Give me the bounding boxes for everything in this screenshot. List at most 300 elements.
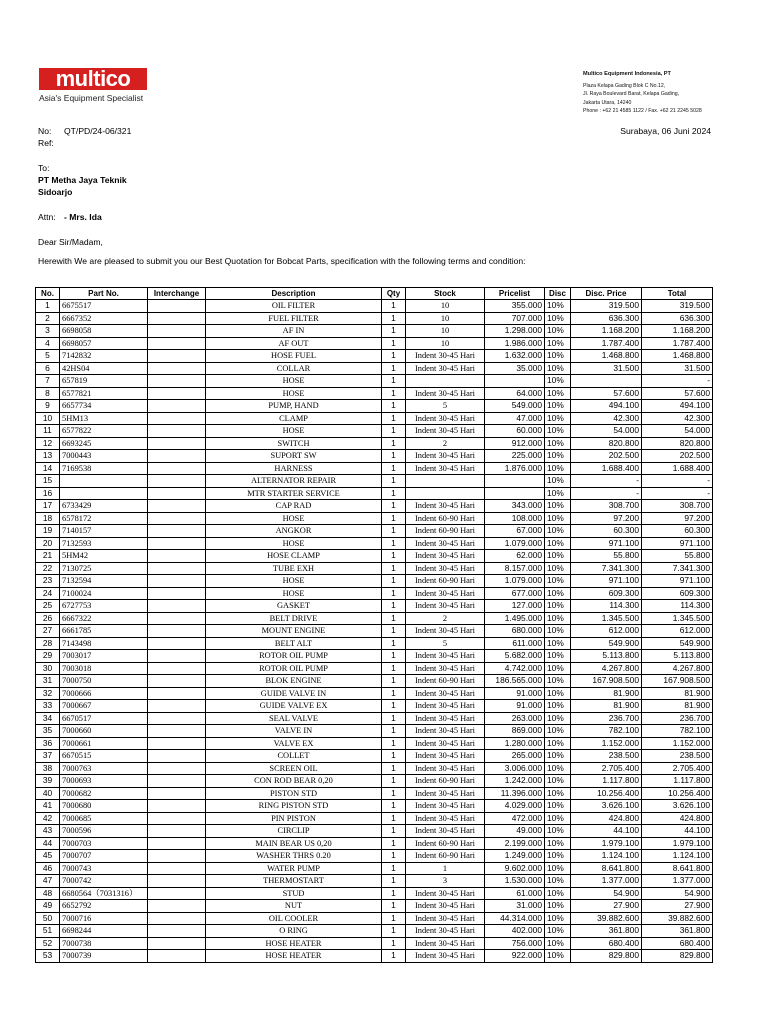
row-number-cell: 30 (36, 662, 60, 675)
pricelist-cell: 5.682.000 (485, 650, 545, 663)
description-cell: HOSE (206, 537, 382, 550)
disc-price-cell: 494.100 (571, 400, 642, 413)
pricelist-cell: 1.280.000 (485, 737, 545, 750)
pricelist-cell: 61.000 (485, 887, 545, 900)
table-row (36, 562, 713, 575)
part-number-cell: 6680564（7031316） (60, 887, 148, 900)
quantity-cell: 1 (382, 812, 406, 825)
stock-cell: Indent 30-45 Hari (406, 562, 485, 575)
interchange-cell (148, 662, 206, 675)
interchange-cell (148, 437, 206, 450)
part-number-cell: 7000685 (60, 812, 148, 825)
disc-price-cell: 1.979.100 (571, 837, 642, 850)
description-cell: WASHER THRS 0.20 (206, 850, 382, 863)
pricelist-cell: 8.157.000 (485, 562, 545, 575)
interchange-cell (148, 912, 206, 925)
part-number-cell: 7000743 (60, 862, 148, 875)
description-cell: CLAMP (206, 412, 382, 425)
total-cell: 1.688.400 (642, 462, 713, 475)
interchange-cell (148, 737, 206, 750)
part-number-cell: 7000738 (60, 937, 148, 950)
quantity-cell: 1 (382, 625, 406, 638)
disc-price-cell: 1.787.400 (571, 337, 642, 350)
pricelist-cell: 1.242.000 (485, 775, 545, 788)
stock-cell: Indent 30-45 Hari (406, 412, 485, 425)
greeting: Dear Sir/Madam, (38, 237, 103, 247)
part-number-cell: 7000667 (60, 700, 148, 713)
interchange-cell (148, 450, 206, 463)
table-row (36, 637, 713, 650)
total-cell: 5.113.800 (642, 650, 713, 663)
stock-cell: Indent 30-45 Hari (406, 912, 485, 925)
interchange-cell (148, 625, 206, 638)
interchange-cell (148, 325, 206, 338)
quantity-cell: 1 (382, 937, 406, 950)
disc-price-cell: 202.500 (571, 450, 642, 463)
description-cell: CAP RAD (206, 500, 382, 513)
quantity-cell: 1 (382, 575, 406, 588)
row-number-cell: 22 (36, 562, 60, 575)
table-row (36, 625, 713, 638)
quantity-cell: 1 (382, 950, 406, 963)
pricelist-cell: 91.000 (485, 687, 545, 700)
total-cell: 55.800 (642, 550, 713, 563)
stock-cell: Indent 30-45 Hari (406, 937, 485, 950)
part-number-cell: 7142832 (60, 350, 148, 363)
discount-cell: 10% (545, 450, 571, 463)
total-cell: 971.100 (642, 537, 713, 550)
ref-label: Ref: (38, 138, 54, 148)
description-cell: THERMOSTART (206, 875, 382, 888)
stock-cell: Indent 30-45 Hari (406, 825, 485, 838)
part-number-cell: 7132594 (60, 575, 148, 588)
disc-price-cell: 1.168.200 (571, 325, 642, 338)
interchange-cell (148, 562, 206, 575)
disc-price-cell: 114.300 (571, 600, 642, 613)
disc-price-cell: 1.345.500 (571, 612, 642, 625)
discount-cell: 10% (545, 825, 571, 838)
pricelist-cell: 127.000 (485, 600, 545, 613)
description-cell: PIN PISTON (206, 812, 382, 825)
interchange-cell (148, 800, 206, 813)
pricelist-cell: 2.199.000 (485, 837, 545, 850)
quantity-cell: 1 (382, 562, 406, 575)
part-number-cell: 7000661 (60, 737, 148, 750)
disc-price-cell: 8.641.800 (571, 862, 642, 875)
table-row (36, 787, 713, 800)
interchange-cell (148, 412, 206, 425)
description-cell: STUD (206, 887, 382, 900)
total-cell: 54.000 (642, 425, 713, 438)
total-cell: 612.000 (642, 625, 713, 638)
pricelist-cell: 60.000 (485, 425, 545, 438)
part-number-cell: 6577822 (60, 425, 148, 438)
part-number-cell: 6698057 (60, 337, 148, 350)
stock-cell: Indent 30-45 Hari (406, 387, 485, 400)
part-number-cell: 6670515 (60, 750, 148, 763)
discount-cell: 10% (545, 550, 571, 563)
row-number-cell: 27 (36, 625, 60, 638)
disc-price-cell: 2.705.400 (571, 762, 642, 775)
quantity-cell: 1 (382, 350, 406, 363)
interchange-cell (148, 687, 206, 700)
interchange-cell (148, 537, 206, 550)
part-number-cell: 7000596 (60, 825, 148, 838)
discount-cell: 10% (545, 537, 571, 550)
stock-cell: Indent 30-45 Hari (406, 425, 485, 438)
row-number-cell: 29 (36, 650, 60, 663)
disc-price-cell: 81.900 (571, 687, 642, 700)
table-row (36, 900, 713, 913)
part-number-cell: 7000742 (60, 875, 148, 888)
table-row (36, 862, 713, 875)
pricelist-cell: 263.000 (485, 712, 545, 725)
part-number-cell: 7000682 (60, 787, 148, 800)
stock-cell: 5 (406, 637, 485, 650)
pricelist-cell: 11.396.000 (485, 787, 545, 800)
quantity-cell: 1 (382, 312, 406, 325)
row-number-cell: 6 (36, 362, 60, 375)
pricelist-cell: 1.632.000 (485, 350, 545, 363)
row-number-cell: 25 (36, 600, 60, 613)
description-cell: NUT (206, 900, 382, 913)
part-number-cell: 6698244 (60, 925, 148, 938)
part-number-cell: 7000680 (60, 800, 148, 813)
description-cell: HOSE (206, 375, 382, 388)
discount-cell: 10% (545, 637, 571, 650)
stock-cell: Indent 60-90 Hari (406, 512, 485, 525)
description-cell: ROTOR OIL PUMP (206, 650, 382, 663)
stock-cell: 10 (406, 300, 485, 313)
quantity-cell: 1 (382, 787, 406, 800)
stock-cell: Indent 60-90 Hari (406, 675, 485, 688)
stock-cell: Indent 30-45 Hari (406, 362, 485, 375)
address-line: Jl. Raya Boulevard Barat, Kelapa Gading, (583, 91, 680, 98)
description-cell: HOSE CLAMP (206, 550, 382, 563)
table-row (36, 875, 713, 888)
description-cell: COLLAR (206, 362, 382, 375)
interchange-cell (148, 900, 206, 913)
discount-cell: 10% (545, 525, 571, 538)
part-number-cell: 7143498 (60, 637, 148, 650)
discount-cell: 10% (545, 612, 571, 625)
total-cell: - (642, 375, 713, 388)
pricelist-cell: 1.495.000 (485, 612, 545, 625)
disc-price-cell: 55.800 (571, 550, 642, 563)
table-header-row (36, 288, 713, 300)
stock-cell: Indent 60-90 Hari (406, 850, 485, 863)
description-cell: ROTOR OIL PUMP (206, 662, 382, 675)
quantity-cell: 1 (382, 437, 406, 450)
stock-cell: 2 (406, 612, 485, 625)
column-header: Stock (406, 288, 485, 300)
discount-cell: 10% (545, 900, 571, 913)
stock-cell: Indent 30-45 Hari (406, 700, 485, 713)
pricelist-cell: 1.530.000 (485, 875, 545, 888)
disc-price-cell: 60.300 (571, 525, 642, 538)
description-cell: MTR STARTER SERVICE (206, 487, 382, 500)
quantity-cell: 1 (382, 837, 406, 850)
quantity-cell: 1 (382, 612, 406, 625)
row-number-cell: 36 (36, 737, 60, 750)
row-number-cell: 43 (36, 825, 60, 838)
pricelist-cell: 1.079.000 (485, 575, 545, 588)
row-number-cell: 33 (36, 700, 60, 713)
disc-price-cell: 319.500 (571, 300, 642, 313)
row-number-cell: 18 (36, 512, 60, 525)
discount-cell: 10% (545, 950, 571, 963)
part-number-cell: 6657734 (60, 400, 148, 413)
interchange-cell (148, 487, 206, 500)
description-cell: HOSE (206, 425, 382, 438)
interchange-cell (148, 650, 206, 663)
disc-price-cell: 81.900 (571, 700, 642, 713)
disc-price-cell: 97.200 (571, 512, 642, 525)
disc-price-cell: 549.900 (571, 637, 642, 650)
interchange-cell (148, 550, 206, 563)
discount-cell: 10% (545, 575, 571, 588)
total-cell: 494.100 (642, 400, 713, 413)
discount-cell: 10% (545, 500, 571, 513)
quantity-cell: 1 (382, 637, 406, 650)
description-cell: SCREEN OIL (206, 762, 382, 775)
stock-cell: 10 (406, 337, 485, 350)
part-number-cell: 7000660 (60, 725, 148, 738)
description-cell: CON ROD BEAR 0,20 (206, 775, 382, 788)
intro-paragraph: Herewith We are pleased to submit you our Best Quotation for Bobcat Parts, specification with the following terms and condition: (38, 256, 526, 266)
total-cell: 167.908.500 (642, 675, 713, 688)
discount-cell: 10% (545, 300, 571, 313)
stock-cell: Indent 30-45 Hari (406, 712, 485, 725)
disc-price-cell: 361.800 (571, 925, 642, 938)
interchange-cell (148, 587, 206, 600)
interchange-cell (148, 762, 206, 775)
pricelist-cell: 64.000 (485, 387, 545, 400)
discount-cell: 10% (545, 400, 571, 413)
table-row (36, 400, 713, 413)
description-cell: ANGKOR (206, 525, 382, 538)
table-row (36, 887, 713, 900)
total-cell: 7.341.300 (642, 562, 713, 575)
row-number-cell: 46 (36, 862, 60, 875)
table-row (36, 412, 713, 425)
column-header: Interchange (148, 288, 206, 300)
disc-price-cell: 1.117.800 (571, 775, 642, 788)
part-number-cell: 7000750 (60, 675, 148, 688)
row-number-cell: 4 (36, 337, 60, 350)
interchange-cell (148, 712, 206, 725)
total-cell: 114.300 (642, 600, 713, 613)
pricelist-cell: 225.000 (485, 450, 545, 463)
row-number-cell: 8 (36, 387, 60, 400)
total-cell: 1.787.400 (642, 337, 713, 350)
disc-price-cell (571, 375, 642, 388)
description-cell: GUIDE VALVE EX (206, 700, 382, 713)
part-number-cell: 7140157 (60, 525, 148, 538)
column-header: Total (642, 288, 713, 300)
description-cell: FUEL FILTER (206, 312, 382, 325)
to-label: To: (38, 163, 50, 173)
quotation-number: QT/PD/24-06/321 (64, 126, 132, 136)
discount-cell: 10% (545, 362, 571, 375)
pricelist-cell: 186.565.000 (485, 675, 545, 688)
table-row (36, 937, 713, 950)
row-number-cell: 19 (36, 525, 60, 538)
pricelist-cell (485, 375, 545, 388)
stock-cell: Indent 30-45 Hari (406, 450, 485, 463)
total-cell: 39.882.600 (642, 912, 713, 925)
pricelist-cell (485, 475, 545, 488)
description-cell: TUBE EXH (206, 562, 382, 575)
disc-price-cell: 1.124.100 (571, 850, 642, 863)
part-number-cell: 6661785 (60, 625, 148, 638)
company-address-block (583, 70, 702, 116)
stock-cell: Indent 30-45 Hari (406, 800, 485, 813)
discount-cell: 10% (545, 462, 571, 475)
table-row (36, 675, 713, 688)
total-cell: 782.100 (642, 725, 713, 738)
total-cell: 1.979.100 (642, 837, 713, 850)
interchange-cell (148, 362, 206, 375)
description-cell: PISTON STD (206, 787, 382, 800)
interchange-cell (148, 875, 206, 888)
quantity-cell: 1 (382, 337, 406, 350)
total-cell: 1.117.800 (642, 775, 713, 788)
interchange-cell (148, 425, 206, 438)
part-number-cell: 7000693 (60, 775, 148, 788)
table-row (36, 375, 713, 388)
disc-price-cell: 4.267.800 (571, 662, 642, 675)
pricelist-cell: 49.000 (485, 825, 545, 838)
discount-cell: 10% (545, 887, 571, 900)
disc-price-cell: 42.300 (571, 412, 642, 425)
row-number-cell: 2 (36, 312, 60, 325)
pricelist-cell: 1.079.000 (485, 537, 545, 550)
row-number-cell: 44 (36, 837, 60, 850)
total-cell: 1.468.800 (642, 350, 713, 363)
disc-price-cell: 57.600 (571, 387, 642, 400)
table-row (36, 487, 713, 500)
part-number-cell: 7000763 (60, 762, 148, 775)
total-cell: 1.377.000 (642, 875, 713, 888)
interchange-cell (148, 700, 206, 713)
part-number-cell: 6675517 (60, 300, 148, 313)
disc-price-cell: 971.100 (571, 575, 642, 588)
row-number-cell: 11 (36, 425, 60, 438)
part-number-cell: 6670517 (60, 712, 148, 725)
stock-cell: 3 (406, 875, 485, 888)
row-number-cell: 10 (36, 412, 60, 425)
total-cell: 57.600 (642, 387, 713, 400)
quantity-cell: 1 (382, 425, 406, 438)
discount-cell: 10% (545, 750, 571, 763)
quantity-cell: 1 (382, 475, 406, 488)
interchange-cell (148, 575, 206, 588)
column-header: Disc. Price (571, 288, 642, 300)
pricelist-cell: 1.298.000 (485, 325, 545, 338)
company-name: Multico Equipment Indonesia, PT (583, 71, 671, 77)
interchange-cell (148, 812, 206, 825)
table-row (36, 450, 713, 463)
part-number-cell: 7132593 (60, 537, 148, 550)
discount-cell: 10% (545, 412, 571, 425)
company-logo: multico (39, 68, 147, 90)
interchange-cell (148, 387, 206, 400)
disc-price-cell: 680.400 (571, 937, 642, 950)
pricelist-cell: 265.000 (485, 750, 545, 763)
quantity-cell: 1 (382, 525, 406, 538)
table-row (36, 850, 713, 863)
table-row (36, 912, 713, 925)
address-line: Jakarta Utara, 14240 (583, 99, 632, 106)
row-number-cell: 26 (36, 612, 60, 625)
part-number-cell: 6667352 (60, 312, 148, 325)
address-line: Plaza Kelapa Gading Blok C No.12, (583, 82, 666, 89)
part-number-cell: 7169538 (60, 462, 148, 475)
part-number-cell: 5HM42 (60, 550, 148, 563)
part-number-cell: 7000716 (60, 912, 148, 925)
discount-cell: 10% (545, 800, 571, 813)
row-number-cell: 37 (36, 750, 60, 763)
row-number-cell: 49 (36, 900, 60, 913)
total-cell: - (642, 487, 713, 500)
table-row (36, 837, 713, 850)
pricelist-cell: 1.249.000 (485, 850, 545, 863)
discount-cell: 10% (545, 487, 571, 500)
interchange-cell (148, 337, 206, 350)
table-row (36, 712, 713, 725)
discount-cell: 10% (545, 775, 571, 788)
interchange-cell (148, 475, 206, 488)
interchange-cell (148, 950, 206, 963)
total-cell: 44.100 (642, 825, 713, 838)
disc-price-cell: 1.152.000 (571, 737, 642, 750)
disc-price-cell: 612.000 (571, 625, 642, 638)
part-number-cell: 7000443 (60, 450, 148, 463)
pricelist-cell: 3.006.000 (485, 762, 545, 775)
column-header: Qty (382, 288, 406, 300)
quantity-cell: 1 (382, 600, 406, 613)
total-cell: 4.267.800 (642, 662, 713, 675)
total-cell: 202.500 (642, 450, 713, 463)
discount-cell: 10% (545, 350, 571, 363)
disc-price-cell: 44.100 (571, 825, 642, 838)
discount-cell: 10% (545, 725, 571, 738)
quantity-cell: 1 (382, 462, 406, 475)
table-row (36, 925, 713, 938)
quantity-cell: 1 (382, 725, 406, 738)
row-number-cell: 24 (36, 587, 60, 600)
description-cell: OIL FILTER (206, 300, 382, 313)
disc-price-cell: 10.256.400 (571, 787, 642, 800)
stock-cell: Indent 30-45 Hari (406, 462, 485, 475)
row-number-cell: 53 (36, 950, 60, 963)
part-number-cell: 6727753 (60, 600, 148, 613)
total-cell: 42.300 (642, 412, 713, 425)
part-number-cell: 6578172 (60, 512, 148, 525)
description-cell: RING PISTON STD (206, 800, 382, 813)
table-row (36, 800, 713, 813)
part-number-cell: 7100024 (60, 587, 148, 600)
pricelist-cell: 1.986.000 (485, 337, 545, 350)
description-cell: HOSE HEATER (206, 937, 382, 950)
quantity-cell: 1 (382, 850, 406, 863)
total-cell: 820.800 (642, 437, 713, 450)
disc-price-cell: - (571, 475, 642, 488)
quantity-cell: 1 (382, 700, 406, 713)
pricelist-cell: 4.029.000 (485, 800, 545, 813)
quantity-cell: 1 (382, 912, 406, 925)
